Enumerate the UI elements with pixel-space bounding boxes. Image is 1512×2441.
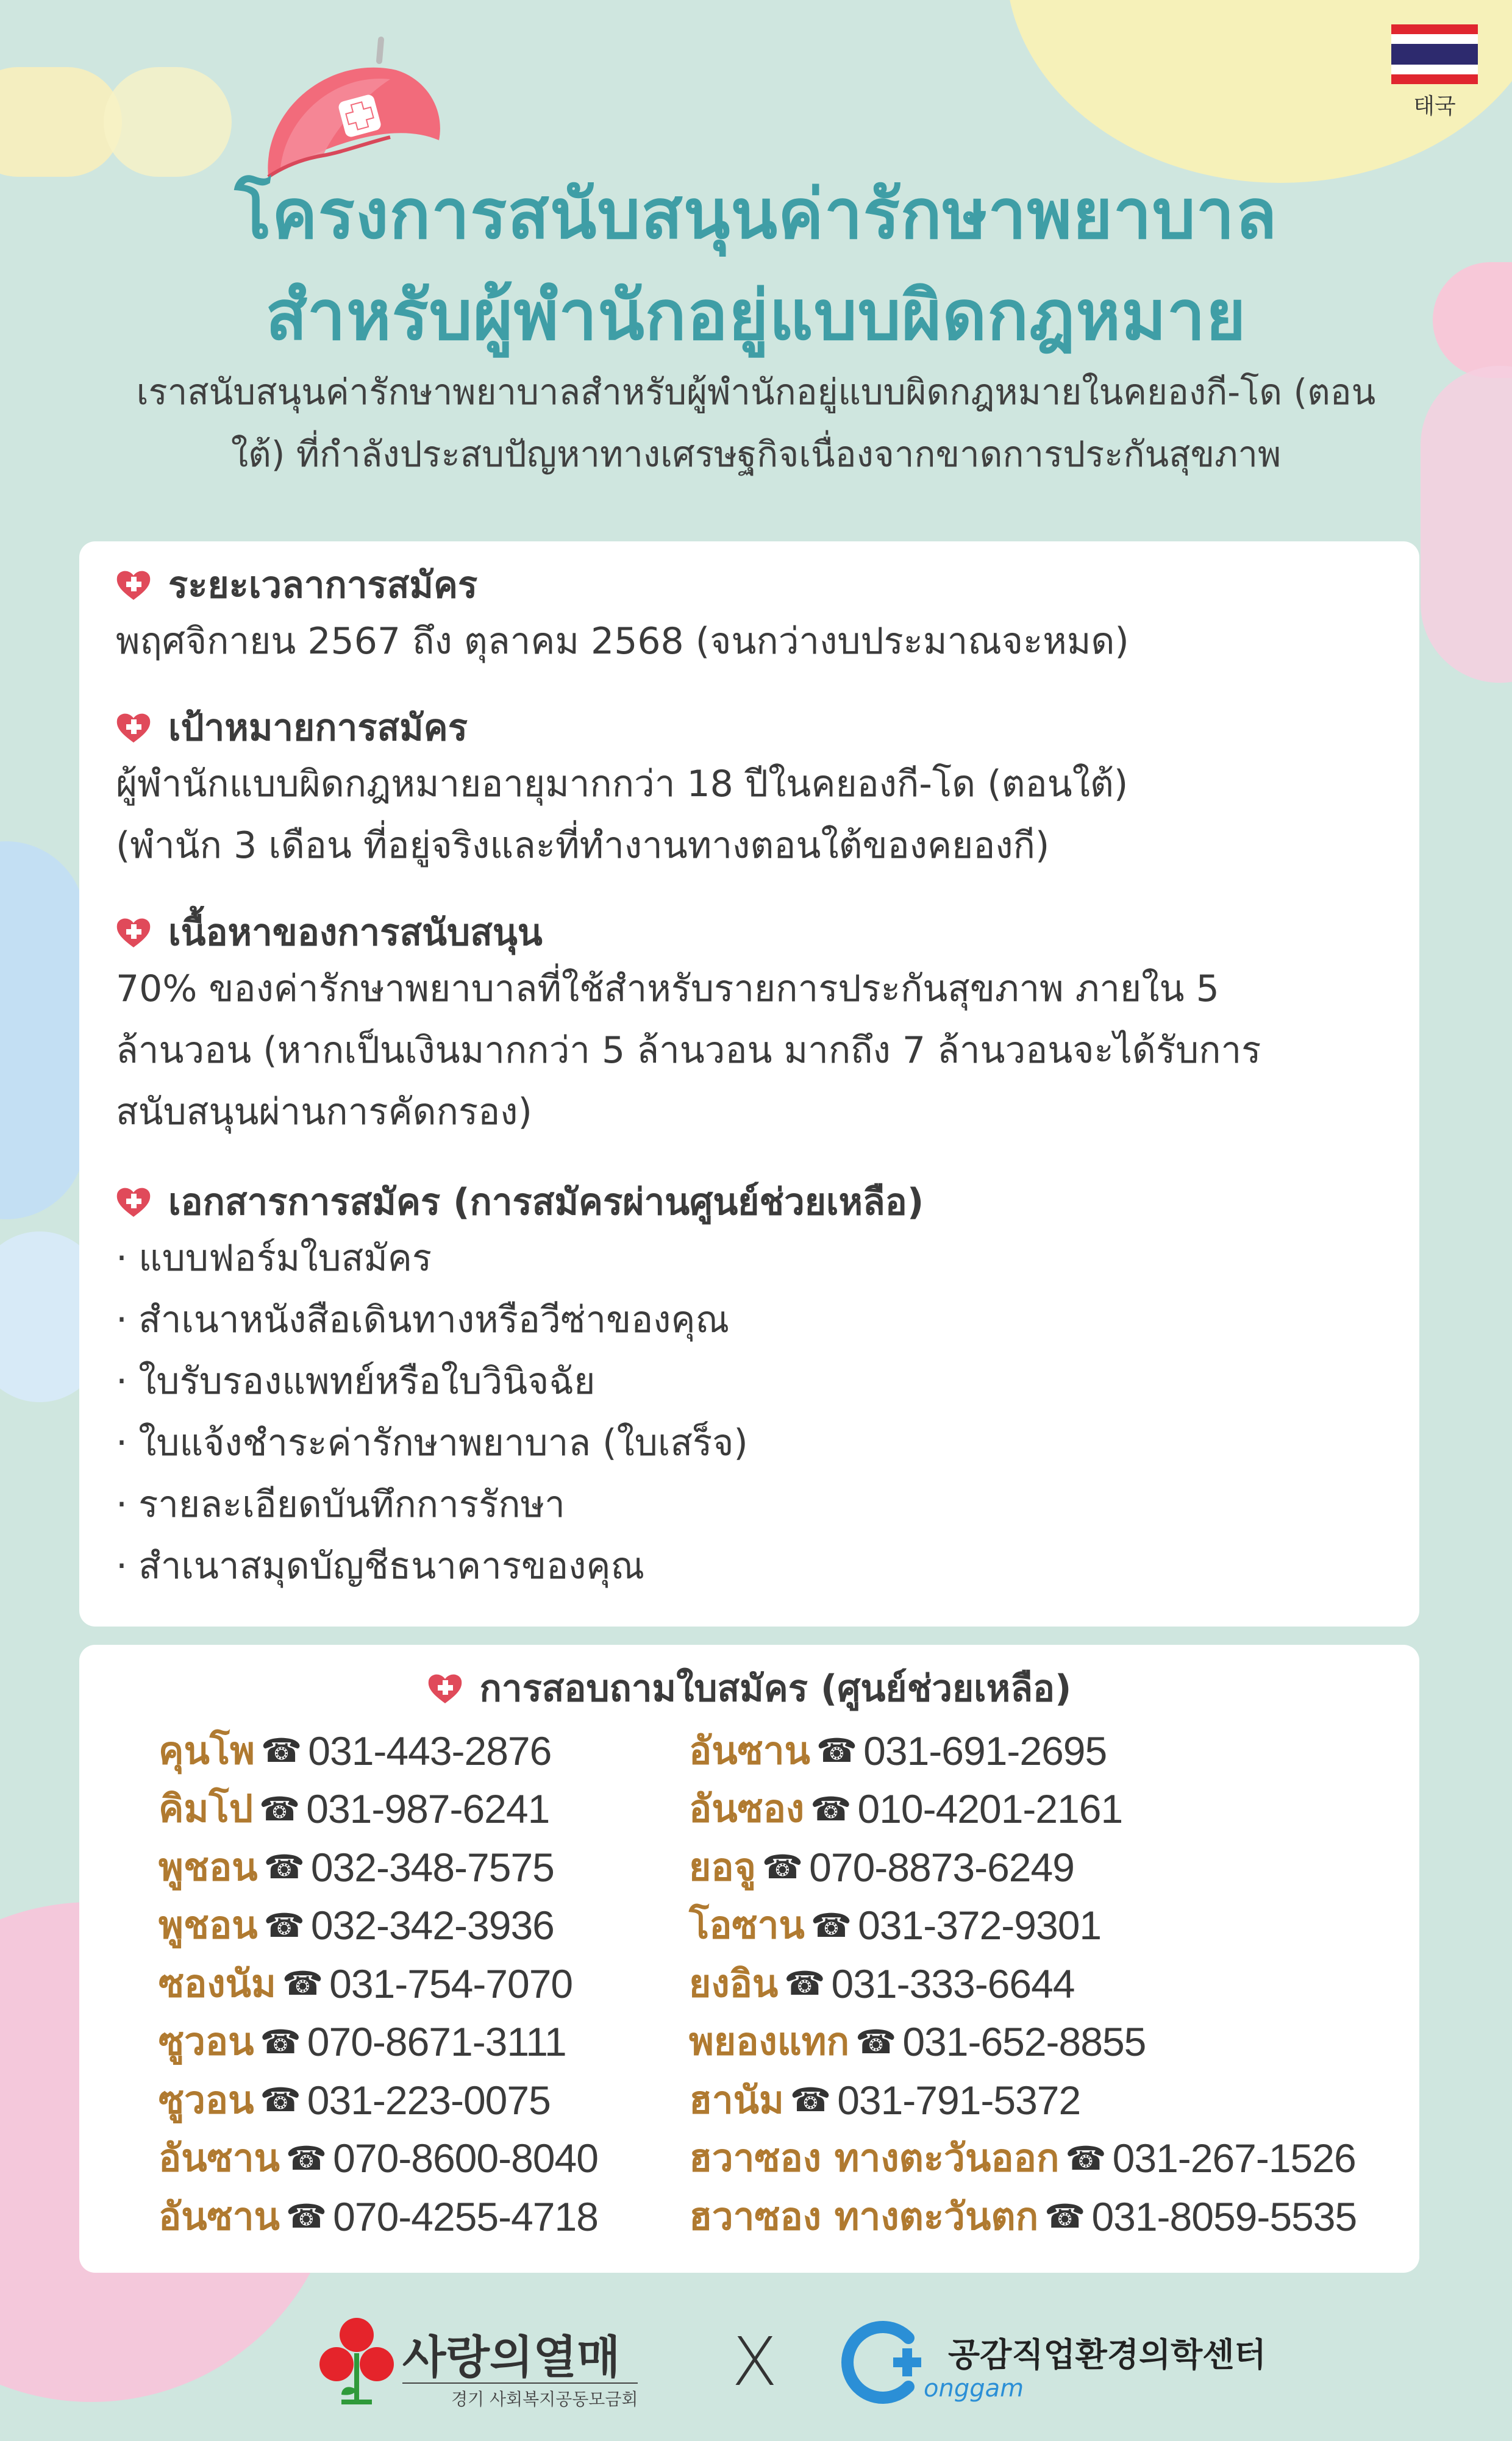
page-title-line-1: โครงการสนับสนุนค่ารักษาพยาบาล xyxy=(234,175,1278,254)
phone-icon: ☎ xyxy=(784,1964,826,2003)
phone-icon: ☎ xyxy=(761,1848,804,1887)
phone-number[interactable]: 031-267-1526 xyxy=(1112,2136,1356,2181)
three-berries-icon xyxy=(317,2317,396,2408)
phone-number[interactable]: 031-372-9301 xyxy=(858,1903,1102,1948)
phone-number[interactable]: 032-342-3936 xyxy=(310,1903,554,1948)
page-title-line-2: สำหรับผู้พำนักอยู่แบบผิดกฎหมาย xyxy=(265,276,1247,355)
section-support xyxy=(116,906,1396,1143)
contact-heading: การสอบถามใบสมัคร (ศูนย์ช่วยเหลือ) xyxy=(479,1667,1072,1710)
phone-number[interactable]: 032-348-7575 xyxy=(310,1844,554,1890)
list-item: · รายละเอียดบันทึกการรักษา xyxy=(116,1474,1396,1536)
logo-right-main: 공감직업환경의학센터 xyxy=(948,2336,1266,2374)
contact-row xyxy=(689,1955,1357,2013)
logo-right-sub: onggam xyxy=(924,2375,1024,2403)
phone-icon: ☎ xyxy=(790,2081,832,2120)
phone-icon: ☎ xyxy=(1044,2197,1086,2236)
contact-row xyxy=(689,2013,1357,2072)
contact-list-right xyxy=(689,1722,1357,2246)
phone-icon: ☎ xyxy=(259,1789,301,1828)
center-name: คุนโพ xyxy=(159,1728,255,1773)
contact-row xyxy=(159,2129,598,2188)
center-name: ยงอิน xyxy=(689,1961,779,2006)
contact-row xyxy=(689,2071,1357,2129)
phone-icon: ☎ xyxy=(810,1906,852,1945)
documents-list xyxy=(116,1228,1396,1597)
phone-icon: ☎ xyxy=(263,1848,305,1887)
heart-cross-icon xyxy=(116,916,151,949)
target-line-2: (พำนัก 3 เดือน ที่อยู่จริงและที่ทำงานทางตอนใต้ของคยองกี) xyxy=(116,824,1050,867)
contact-row xyxy=(689,1897,1357,1955)
contact-row xyxy=(689,1722,1357,1780)
section-heading: เนื้อหาของการสนับสนุน xyxy=(168,911,543,954)
target-line-1: ผู้พำนักแบบผิดกฎหมายอายุมากกว่า 18 ปีในคยองกี-โด (ตอนใต้) xyxy=(116,763,1129,805)
contact-row xyxy=(159,1838,598,1897)
phone-icon: ☎ xyxy=(282,1964,324,2003)
phone-number[interactable]: 070-8671-3111 xyxy=(307,2019,566,2065)
phone-number[interactable]: 031-791-5372 xyxy=(837,2077,1081,2123)
center-name: ฮานัม xyxy=(689,2077,784,2122)
contact-row xyxy=(159,1722,598,1780)
center-name: อันซาน xyxy=(159,2193,280,2239)
page-subtitle: เราสนับสนุนค่ารักษาพยาบาลสำหรับผู้พำนักอยู่แบบผิดกฎหมายในคยองกี-โด (ตอนใต้) ที่กำลังประสบปัญหาทางเศรษฐกิจเนื่องจากขาดการประกันสุขภาพ xyxy=(136,371,1376,475)
logo-left-main: 사랑의열매 xyxy=(402,2331,621,2384)
section-application-period xyxy=(116,558,1396,672)
list-item: · ใบแจ้งชำระค่ารักษาพยาบาล (ใบเสร็จ) xyxy=(116,1413,1396,1474)
center-name: อันซอง xyxy=(689,1786,805,1831)
list-item: · ใบรับรองแพทย์หรือใบวินิจฉัย xyxy=(116,1351,1396,1413)
center-name: ยอจู xyxy=(689,1844,756,1889)
phone-number[interactable]: 031-987-6241 xyxy=(306,1786,550,1832)
phone-icon: ☎ xyxy=(1065,2139,1107,2178)
section-target xyxy=(116,701,1396,877)
decorative-pill-pink-2 xyxy=(1421,366,1512,683)
support-line-1: 70% ของค่ารักษาพยาบาลที่ใช้สำหรับรายการประกันสุขภาพ ภายใน 5 xyxy=(116,967,1219,1010)
period-text: พฤศจิกายน 2567 ถึง ตุลาคม 2568 (จนกว่างบประมาณจะหมด) xyxy=(116,620,1129,663)
list-item: · แบบฟอร์มใบสมัคร xyxy=(116,1228,1396,1289)
heart-cross-icon xyxy=(116,1185,151,1218)
center-name: ซองนัม xyxy=(159,1961,276,2006)
phone-number[interactable]: 031-691-2695 xyxy=(863,1728,1107,1773)
center-name: อันซาน xyxy=(159,2136,280,2181)
phone-icon: ☎ xyxy=(260,2022,301,2061)
list-item: · สำเนาหนังสือเดินทางหรือวีซ่าของคุณ xyxy=(116,1289,1396,1351)
heart-cross-icon xyxy=(116,568,151,601)
gonggam-logo xyxy=(841,2311,1266,2414)
logo-left-sub: 경기 사회복지공동모금회 xyxy=(402,2382,638,2411)
phone-icon: ☎ xyxy=(810,1789,852,1828)
center-name: พูชอน xyxy=(159,1903,258,1948)
center-name: พูชอน xyxy=(159,1844,258,1889)
collaboration-separator: X xyxy=(732,2323,778,2401)
phone-number[interactable]: 031-333-6644 xyxy=(831,1961,1075,2006)
center-name: ซูวอน xyxy=(159,2019,254,2064)
info-card xyxy=(79,541,1419,1627)
contact-row xyxy=(159,2187,598,2246)
phone-icon: ☎ xyxy=(260,2081,301,2120)
center-name: ฮวาซอง ทางตะวันออก xyxy=(689,2136,1060,2181)
contact-row xyxy=(159,2071,598,2129)
contact-row xyxy=(689,2129,1357,2188)
contact-row xyxy=(689,2187,1357,2246)
section-heading: ระยะเวลาการสมัคร xyxy=(168,563,478,607)
contact-card xyxy=(79,1645,1419,2273)
phone-number[interactable]: 070-4255-4718 xyxy=(333,2193,598,2239)
language-label: 태국 xyxy=(1413,94,1456,119)
phone-icon: ☎ xyxy=(285,2139,327,2178)
phone-icon: ☎ xyxy=(285,2197,327,2236)
section-heading: เป้าหมายการสมัคร xyxy=(168,706,468,749)
phone-number[interactable]: 031-8059-5535 xyxy=(1091,2193,1357,2239)
phone-icon: ☎ xyxy=(263,1906,305,1945)
center-name: พยองแทก xyxy=(689,2019,850,2064)
contact-list-left xyxy=(159,1722,598,2246)
heart-cross-icon xyxy=(427,1672,463,1705)
phone-number[interactable]: 031-652-8855 xyxy=(902,2019,1146,2065)
center-name: ซูวอน xyxy=(159,2077,254,2122)
center-name: อันซาน xyxy=(689,1728,810,1773)
phone-number[interactable]: 031-754-7070 xyxy=(329,1961,573,2006)
phone-number[interactable]: 010-4201-2161 xyxy=(857,1786,1123,1832)
section-documents xyxy=(116,1175,1396,1597)
center-name: คิมโป xyxy=(159,1786,253,1831)
thailand-flag-icon xyxy=(1391,24,1478,84)
phone-number[interactable]: 031-443-2876 xyxy=(308,1728,552,1773)
phone-number[interactable]: 070-8873-6249 xyxy=(809,1844,1074,1890)
contact-row xyxy=(159,1780,598,1839)
contact-row xyxy=(159,1955,598,2013)
section-heading: เอกสารการสมัคร (การสมัครผ่านศูนย์ช่วยเหลือ) xyxy=(168,1180,924,1224)
center-name: โอซาน xyxy=(689,1903,805,1948)
list-item: · สำเนาสมุดบัญชีธนาคารของคุณ xyxy=(116,1536,1396,1597)
heart-cross-icon xyxy=(116,711,151,744)
phone-icon: ☎ xyxy=(261,1731,302,1770)
contact-row xyxy=(689,1780,1357,1839)
phone-icon: ☎ xyxy=(816,1731,858,1770)
contact-row xyxy=(159,1897,598,1955)
phone-icon: ☎ xyxy=(855,2022,897,2061)
phone-number[interactable]: 070-8600-8040 xyxy=(333,2136,598,2181)
center-name: ฮวาซอง ทางตะวันตก xyxy=(689,2193,1039,2239)
contact-row xyxy=(689,1838,1357,1897)
support-line-3: สนับสนุนผ่านการคัดกรอง) xyxy=(116,1091,532,1133)
decorative-pill-blue xyxy=(0,841,85,1219)
support-line-2: ล้านวอน (หากเป็นเงินมากกว่า 5 ล้านวอน มากถึง 7 ล้านวอนจะได้รับการ xyxy=(116,1029,1261,1072)
phone-number[interactable]: 031-223-0075 xyxy=(307,2077,551,2123)
contact-row xyxy=(159,2013,598,2072)
fruit-of-love-logo xyxy=(317,2311,658,2414)
